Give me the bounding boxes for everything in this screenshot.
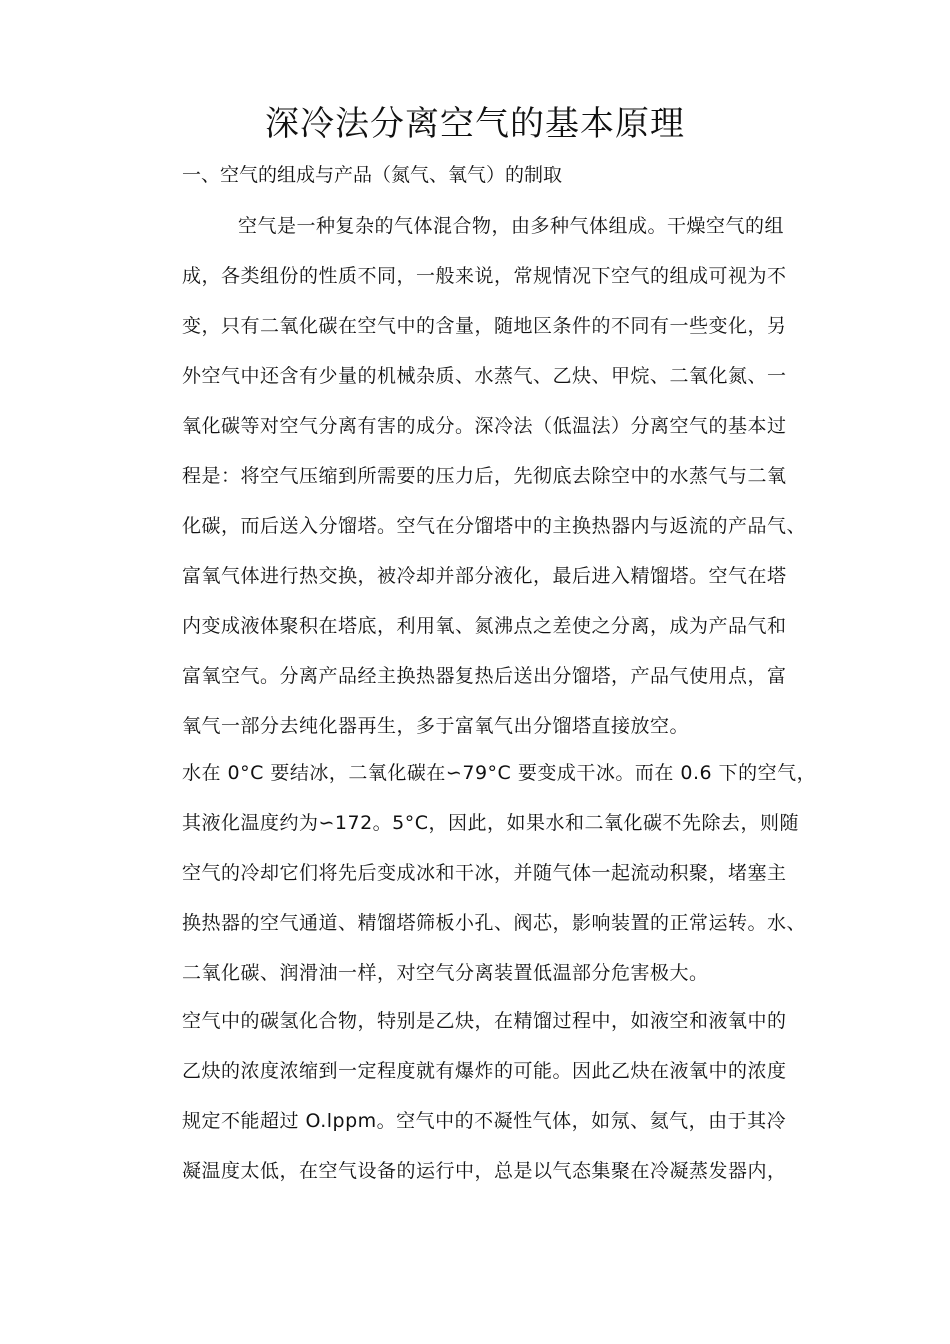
paragraph-line: 水在 0°C 要结冰，二氧化碳在∽79°C 要变成干冰。而在 0.6 下的空气， bbox=[182, 762, 817, 784]
paragraph-line: 空气是一种复杂的气体混合物，由多种气体组成。干燥空气的组 bbox=[238, 215, 785, 237]
document-title: 深冷法分离空气的基本原理 bbox=[265, 104, 685, 144]
paragraph-hydrocarbons bbox=[182, 996, 822, 1196]
paragraph-line: 凝温度太低，在空气设备的运行中，总是以气态集聚在冷凝蒸发器内， bbox=[182, 1160, 787, 1182]
paragraph-line: 变，只有二氧化碳在空气中的含量，随地区条件的不同有一些变化，另 bbox=[182, 315, 787, 337]
paragraph-line: 空气的冷却它们将先后变成冰和干冰，并随气体一起流动积聚，堵塞主 bbox=[182, 862, 787, 884]
paragraph-freezing bbox=[182, 748, 822, 998]
paragraph-line: 换热器的空气通道、精馏塔筛板小孔、阀芯，影响装置的正常运转。水、 bbox=[182, 912, 807, 934]
paragraph-line: 规定不能超过 O.lppm。空气中的不凝性气体，如氖、氦气，由于其冷 bbox=[182, 1110, 787, 1132]
paragraph-line: 程是：将空气压缩到所需要的压力后，先彻底去除空中的水蒸气与二氧 bbox=[182, 465, 787, 487]
section-heading: 一、空气的组成与产品（氮气、氧气）的制取 bbox=[182, 164, 563, 186]
paragraph-line: 其液化温度约为∽172。5°C，因此，如果水和二氧化碳不先除去，则随 bbox=[182, 812, 800, 834]
paragraph-line: 富氧气体进行热交换，被冷却并部分液化，最后进入精馏塔。空气在塔 bbox=[182, 565, 787, 587]
paragraph-line: 富氧空气。分离产品经主换热器复热后送出分馏塔，产品气使用点，富 bbox=[182, 665, 787, 687]
paragraph-line: 氧气一部分去纯化器再生，多于富氧气出分馏塔直接放空。 bbox=[182, 715, 690, 737]
paragraph-line: 乙炔的浓度浓缩到一定程度就有爆炸的可能。因此乙炔在液氧中的浓度 bbox=[182, 1060, 787, 1082]
paragraph-composition bbox=[182, 201, 822, 751]
paragraph-line: 二氧化碳、润滑油一样，对空气分离装置低温部分危害极大。 bbox=[182, 962, 709, 984]
paragraph-line: 空气中的碳氢化合物，特别是乙炔，在精馏过程中，如液空和液氧中的 bbox=[182, 1010, 787, 1032]
paragraph-line: 化碳，而后送入分馏塔。空气在分馏塔中的主换热器内与返流的产品气、 bbox=[182, 515, 807, 537]
paragraph-line: 氧化碳等对空气分离有害的成分。深冷法（低温法）分离空气的基本过 bbox=[182, 415, 787, 437]
paragraph-line: 内变成液体聚积在塔底，利用氧、氮沸点之差使之分离，成为产品气和 bbox=[182, 615, 787, 637]
paragraph-line: 成，各类组份的性质不同，一般来说，常规情况下空气的组成可视为不 bbox=[182, 265, 787, 287]
paragraph-line: 外空气中还含有少量的机械杂质、水蒸气、乙炔、甲烷、二氧化氮、一 bbox=[182, 365, 787, 387]
